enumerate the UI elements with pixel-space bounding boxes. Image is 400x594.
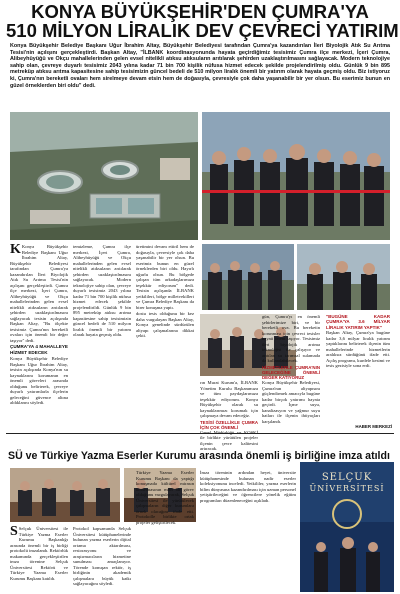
article1-caption-1: TESİSİ ÖZELLİKLE ÇUMRA İÇİN ÇOK ÖNEMLİ xyxy=(200,419,258,430)
treatment-plant-photo xyxy=(10,112,198,240)
article1-column-6: "BUGÜNE KADAR ÇUMRA'YA 3.6 MİLYAR LİRALIK YATIRIM YAPTIK" Başkan Altay, Çumra'ya bugüne kadar 3,6 milyar liralık yatırım yaptıklarını belirterek ilçenin tüm mahallelerinde hizmetlerin aralıksız sürdüğünü ifade etti. Açılış programı, kurdele kesimi ve tesis gezisiyle sona erdi. xyxy=(326,314,390,369)
opening-ceremony-photo xyxy=(297,244,390,310)
article1-headline-line2: 510 MİLYON LİRALIK DEV ÇEVRECİ YATIRIM xyxy=(6,20,399,41)
article1-lead: Konya Büyükşehir Belediye Başkanı Uğur İbrahim Altay, Büyükşehir Belediyesi tarafından Çumra'ya kazandırılan İleri Biyolojik Atık Su Arıtma Tesisi'nin açılışını gerçekleştirdi. Başkan Altay, "İLBANK koordinasyonunda hayata geçirdiğimiz tesisimiz Çumra ilçe merkezi, İçeri Çumra, Alibeyhüyüğü ve Okçu mahallelerinden gelen evsel nitelikli atıksu atıksuların arıtılarak şehirden uzaklaştırılmasını sağlayacak. Modern teknolojiye sahip olan, çevreye duyarlı tesisimiz 2043 yılına kadar 71 bin 700 kişilik nüfusa hizmet edecek şekilde projelendirilmiş oldu. Günlük 9 bin 895 metreküp atıksu arıtma kapasitesine sahip tesisimizin güncel bedeli de 510 milyon liralık önemli bir yatırım olarak hayata geçmiş oldu. Biz istiyoruz ki, Çumra'nın bereketli ovaları hem sirelmeye devam etsin hem de doğasıyla, çevresiyle çok daha yaşanabilir bir yer olsun. Bu eserimiz bunun en güzel örneklerden biri oldu" dedi. xyxy=(10,43,390,89)
article1-column-2: temizleme, Çumra ilçe merkezi, İçeri Çumra, Alibeyhüyüğü ve Okçu mahallelerinden gelen evsel nitelikli atıksuların arıtılarak şehirden uzaklaştırılmasını sağlayacak. Modern teknolojiye sahip olan, çevreye duyarlı tesisimiz 2043 yılına kadar 71 bin 700 kişilik nüfusa hizmet edecek şekilde projelendirildi. Günlük 9 bin 895 metreküp atıksu arıtma kapasitesine sahip tesisimizin güncel bedeli de 510 milyon liralık önemli bir yatırım olarak hayata geçmiş oldu. xyxy=(73,244,131,337)
banner-text-universitesi: ÜNİVERSİTESİ xyxy=(309,484,385,493)
article1-headline-line1: KONYA BÜYÜKŞEHİR'DEN ÇUMRA'YA xyxy=(31,1,369,22)
ribbon-cutting-photo xyxy=(202,112,390,240)
article2-column-3: Türkiye Yazma Eserler Kurumu Başkanı da yaptığı konuşmada kültürel mirasın korunmasının milli bir görev olduğunu vurgulayarak, Selçuk Üniversitesi ile yürütülecek çalışmaların diğer kurumlara örnek olacağını ifade etti. Protokolle birlikte ortak projeler geliştirilecek. xyxy=(136,470,194,525)
article1-byline: HABER MERKEZİ xyxy=(355,424,392,429)
article-divider xyxy=(6,433,394,434)
article2-column-2: Protokol kapsamında Selçuk Üniversitesi kütüphanelerinde bulunan yazma eserlerin dijital ortama aktarılması, restorasyonu ve araştırmacıların hizmetine sunulması amaçlanıyor. Törende konuşan rektör, iş birliğinin akademik çalışmalara büyük katkı sağlayacağını söyledi. xyxy=(73,526,131,586)
article1-column-4: rın Murat Kurum'a, İLBANK Yönetim Kurulu Başkanımıza ve tüm paydaşlarımıza teşekkür ediyorum. Konya Büyükşehir olarak su kaynaklarımızı korumak için çalışmaya devam edeceğiz. TESİSİ ÖZELLİKLE ÇUMRA İÇİN ÇOK ÖNEMLİ ile birlikte yürütülen projeler ilçenin çevre kalitesini artıracak. xyxy=(200,380,258,452)
article2-column-1: S Selçuk Üniversitesi ile Türkiye Yazma Eserler Kurumu Başkanlığı arasında önemli bir iş birliği protokolü imzalandı. Rektörlük makamında gerçekleştirilen imza törenine Selçuk Üniversitesi Rektörü ve Türkiye Yazma Eserler Kurumu Başkanı katıldı. xyxy=(10,524,68,581)
article1-column-3: üretimini devam ettiril hem de doğasıyla, çevresiyle çok daha yaşanabilir bir yer olsun. Bu eserimiz bunun en güzel örneklerden biri oldu. Hayırlı uğurlu olsun. Bu bölgede çalışan tüm arkadaşlarımıza teşekkür ediyorum" dedi. Tesisin açılışında İLBANK yetkilileri, bölge milletvekilleri ve Çumra Belediye Başkanı da birer konuşma yaptı. dostu tesis olduğunu bir kez daha vurgulayan Başkan Altay, Konya genelinde sürdürülen altyapı çalışmalarına dikkat çekti. xyxy=(136,244,194,338)
article1-pull-quote: "BUGÜNE KADAR ÇUMRA'YA 3.6 MİLYAR LİRALIK YATIRIM YAPTIK" xyxy=(326,314,390,330)
banner-text-selcuk: SELÇUK xyxy=(321,472,373,483)
article2-column-4: İmza töreninin ardından heyet, üniversite kütüphanesinde bulunan nadir eserler koleksiyonunu inceledi. Yetkililer, yazma eserlerin bilim dünyasına kazandırılması için uzman personel yetiştirileceğini ve öğrencilere yönelik eğitim programları düzenleneceğini açıkladı. xyxy=(200,470,296,503)
article1-column-1: K Konya Büyükşehir Belediye Başkanı Uğur İbrahim Altay, Büyükşehir Belediyesi tarafından Çumra'ya kazandırılan İleri Biyolojik Atık Su Arıtma Tesisi'nin açılışını gerçekleştirdi. Çumra ilçe merkezi, İçeri Çumra, Alibeyhüyüğü ve Okçu mahallelerinden gelen evsel nitelikli atıksuların arıtılarak şehirden uzaklaştırılmasını sağlayacak tesisin açılışında Başkan Altay, "Bu ölçekte tesisimiz Çumra'nın bereketli ovaları için önemli bir değer taşıyor" dedi. ÇUMRA'YA 4 MAHALLEYE HİZMET EDECEK Konya Büyükşehir Belediye Başkanı Uğur İbrahim Altay, tesisin açılışında Konya'nın su kaynaklarını korumanın en önemli görevleri arasında olduğunu belirterek, çevreye duyarlı yatırımlarla ilçelerin geleceğini güvence altına aldıklarını söyledi. xyxy=(10,242,68,405)
officials-photo xyxy=(202,244,294,310)
university-banner-photo xyxy=(300,462,394,592)
article1-caption-2: HİZMETLERLE ÇUMRA'NIN GELECEĞİNE ÖNEMLİ DEĞER KATIYORUZ xyxy=(262,364,320,380)
article2-headline: SÜ ve Türkiye Yazma Eserler Kurumu arasında önemli iş birliğine imza atıldı xyxy=(8,450,390,462)
article1-column-5: gün, Çumra'yı en önemli şehirlerimize biri, ve bir bereketli ova. Bu bereketin korunması için çevreci tesisler hayati önem taşıyor. Tesisimiz ileri biyolojik arıtma teknolojisi ile çalışıyor ve arıtılan su tarımsal sulamada da kullanılabilecek. HİZMETLERLE ÇUMRA'NIN GELECEĞİNE ÖNEMLİ DEĞER KATIYORUZ Konya Büyükşehir Belediyesi, Çumra'nın altyapısını güçlendirmek amacıyla bugüne kadar birçok yatırımı hayata geçirdi. İçme suyu, kanalizasyon ve yağmur suyu hatları ile ilçenin ihtiyaçları karşılandı. xyxy=(262,314,320,424)
signing-ceremony-photo xyxy=(10,468,120,522)
